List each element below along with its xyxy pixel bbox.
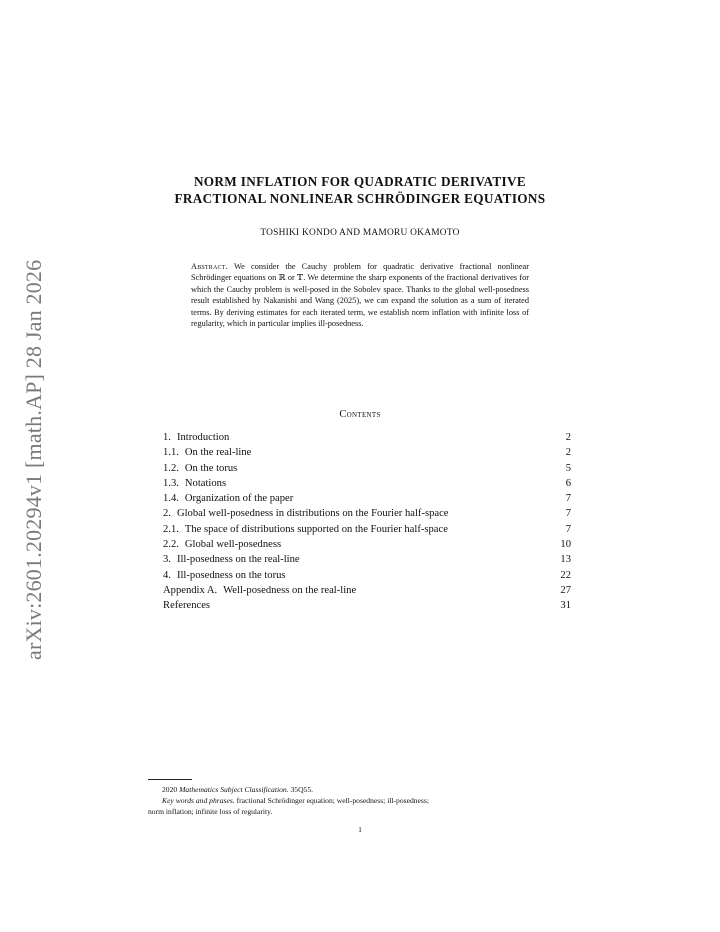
toc-entry-number: 1.3. xyxy=(163,477,179,489)
toc-entry-title xyxy=(163,445,251,460)
toc-entry-label: Ill-posedness on the real-line xyxy=(176,554,300,566)
toc-entry-page: 10 xyxy=(560,539,571,551)
toc-entry-page: 6 xyxy=(565,477,571,489)
toc-entry[interactable] xyxy=(163,522,571,537)
toc-entry[interactable] xyxy=(163,461,571,476)
table-of-contents xyxy=(163,430,571,614)
toc-entry-page: 2 xyxy=(565,432,571,443)
toc-entry-number: 2.2. xyxy=(163,539,179,551)
toc-entry[interactable] xyxy=(163,506,571,521)
title-line-1: NORM INFLATION FOR QUADRATIC DERIVATIVE xyxy=(193,174,527,189)
toc-entry-title xyxy=(163,522,448,537)
toc-entry-number: Appendix A. xyxy=(163,584,218,596)
toc-entry-label: Well-posedness on the real-line xyxy=(223,584,357,596)
paper-title xyxy=(120,173,600,207)
toc-entry-title xyxy=(163,476,226,491)
toc-entry-title xyxy=(163,552,300,567)
toc-entry[interactable] xyxy=(163,537,571,552)
toc-entry[interactable] xyxy=(163,568,571,583)
toc-entry-number: 2. xyxy=(163,508,171,520)
toc-entry-title xyxy=(163,537,281,552)
toc-entry[interactable] xyxy=(163,552,571,567)
toc-entry-number: 2.1. xyxy=(163,523,179,535)
toc-entry[interactable] xyxy=(163,445,571,460)
msc-value: 35Q55. xyxy=(290,785,314,794)
keywords-label: Key words and phrases. xyxy=(162,796,235,806)
toc-entry-label: References xyxy=(163,600,211,612)
toc-entry-number: 1. xyxy=(163,432,171,443)
toc-entry-page: 7 xyxy=(565,493,571,505)
arxiv-identifier-stamp: arXiv:2601.20294v1 [math.AP] 28 Jan 2026 xyxy=(21,259,46,660)
toc-entry-number: 4. xyxy=(163,569,171,581)
toc-entry-number: 1.2. xyxy=(163,462,179,474)
toc-entry[interactable] xyxy=(163,598,571,613)
toc-entry-label: Organization of the paper xyxy=(184,493,294,505)
keywords-value: fractional Schrödinger equation; well-posedness; ill-posedness; xyxy=(236,796,429,806)
toc-entry-label: Global well-posedness in distributions on the Fourier half-space xyxy=(176,508,449,520)
toc-entry-label: On the torus xyxy=(184,462,238,474)
abstract-text: We consider the Cauchy problem for quadratic derivative fractional nonlinear Schrödinger equations on ℝ or 𝕋. We determine the sharp exponents of the fractional derivatives for which the Cauchy problem is well-posed in the Sobolev space. Thanks to the global well-posedness result established by Nakanishi and Wang (2025), we can expand the solution as a sum of iterated terms. By deriving estimates for each iterated term, we establish norm inflation with infinite loss of regularity, which in particular implies ill-posedness. xyxy=(191,262,529,329)
keywords-continuation: norm inflation; infinite loss of regularity. xyxy=(148,807,273,817)
toc-entry-page: 31 xyxy=(560,600,571,612)
contents-heading: Contents xyxy=(339,409,381,420)
toc-entry-label: Notations xyxy=(184,477,227,489)
toc-entry-label: Introduction xyxy=(176,432,230,443)
msc-footnote xyxy=(148,784,573,795)
toc-entry-title xyxy=(163,598,210,613)
toc-entry[interactable] xyxy=(163,476,571,491)
toc-entry[interactable] xyxy=(163,583,571,598)
toc-entry-label: Ill-posedness on the torus xyxy=(176,569,286,581)
toc-entry-title xyxy=(163,568,286,583)
toc-entry-number: 1.4. xyxy=(163,493,179,505)
toc-entry-page: 22 xyxy=(560,569,571,581)
toc-entry-label: The space of distributions supported on the Fourier half-space xyxy=(184,523,448,535)
toc-entry-number: 3. xyxy=(163,554,171,566)
toc-entry-page: 27 xyxy=(560,584,571,596)
footnotes xyxy=(148,784,573,818)
toc-entry-label: Global well-posedness xyxy=(184,539,282,551)
toc-entry-page: 7 xyxy=(565,523,571,535)
footnote-divider xyxy=(148,779,192,780)
toc-entry-page: 13 xyxy=(560,554,571,566)
keywords-footnote xyxy=(148,795,573,806)
toc-entry-title xyxy=(163,583,356,598)
toc-entry[interactable] xyxy=(163,491,571,506)
page-number: 1 xyxy=(358,825,362,834)
toc-entry-title xyxy=(163,506,449,521)
author-list: TOSHIKI KONDO AND MAMORU OKAMOTO xyxy=(260,228,460,238)
abstract-heading: Abstract. xyxy=(191,262,228,271)
abstract xyxy=(191,261,529,329)
toc-entry-page: 7 xyxy=(565,508,571,520)
title-line-2: FRACTIONAL NONLINEAR SCHRÖDINGER EQUATIONS xyxy=(174,191,546,206)
toc-entry-title xyxy=(163,461,237,476)
toc-entry-page: 5 xyxy=(565,462,571,474)
toc-entry-number: 1.1. xyxy=(163,447,179,459)
toc-entry-title xyxy=(163,491,293,506)
toc-entry[interactable] xyxy=(163,430,571,445)
toc-entry-title xyxy=(163,430,229,445)
toc-entry-label: On the real-line xyxy=(184,447,252,459)
msc-year: 2020 xyxy=(162,785,178,794)
toc-entry-page: 2 xyxy=(565,447,571,459)
msc-label: Mathematics Subject Classification. xyxy=(179,785,289,794)
